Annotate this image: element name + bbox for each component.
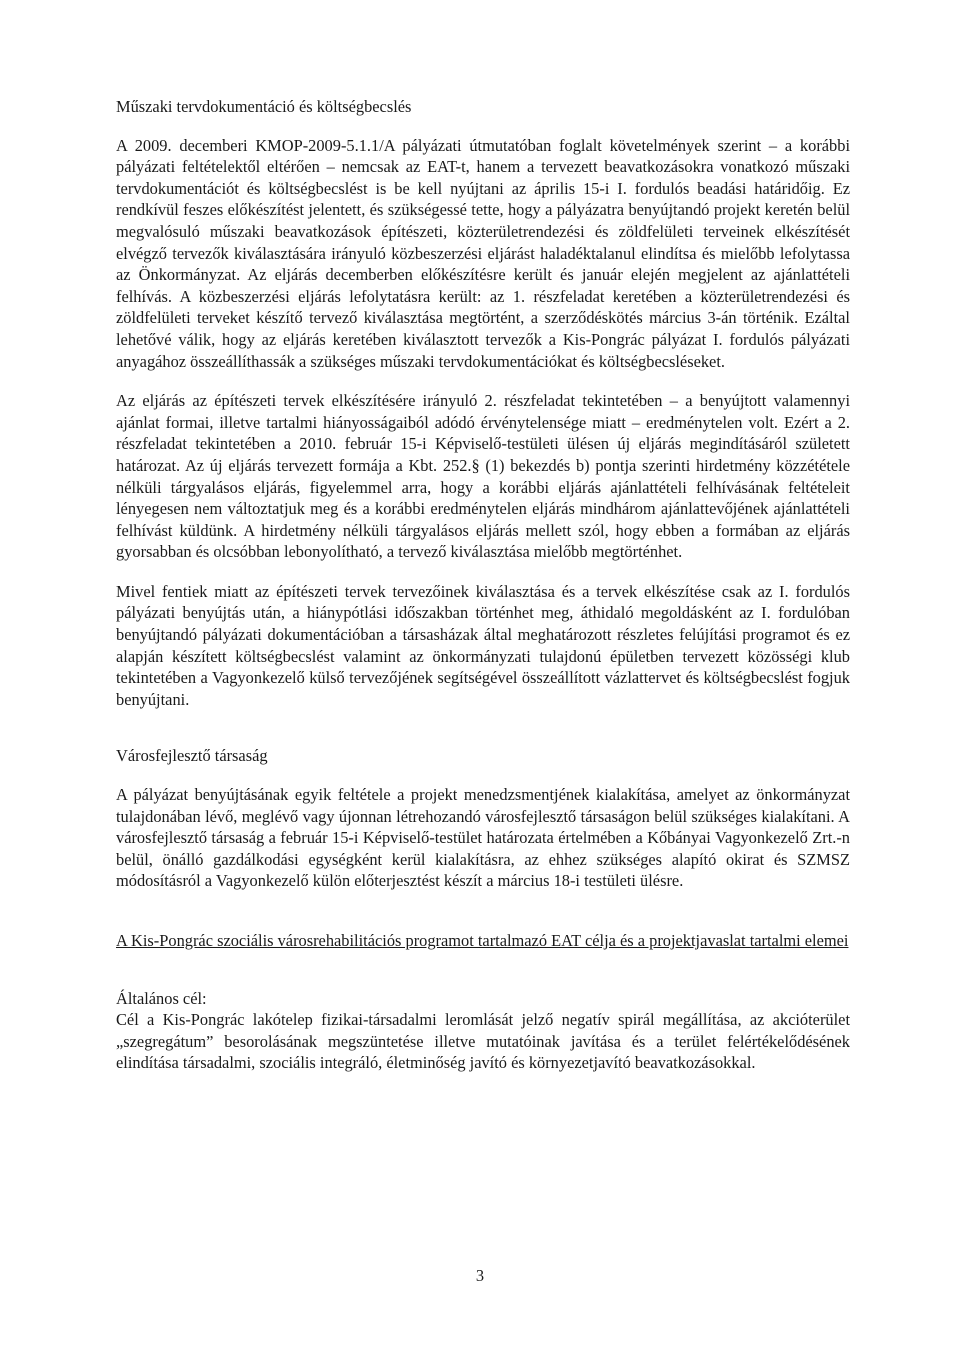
paragraph-project-management: A pályázat benyújtásának egyik feltétele a projekt menedzsmentjének kialakítása, amelyet az önkormányzat tulajdonában lévő, meglévő vagy újonnan létrehozandó városfejlesztő társaságon belül szükséges kialakítani. A városfejlesztő társaság a február 15-i Képviselő-testület határozata értelmében a Kőbányai Vagyonkezelő Zrt.-n belül, önálló gazdálkodási egységként kerül kialakításra, az ehhez szükséges alapító okirat és SZMSZ módosításról a Vagyonkezelő külön előterjesztést készít a március 18-i testületi ülésre. [116,785,850,891]
document-page [116,96,850,1092]
page-number: 3 [475,1266,485,1285]
section-heading-development-company: Városfejlesztő társaság [116,746,268,766]
subheading-general-goal: Általános cél: [116,988,207,1008]
paragraph-general-goal: Cél a Kis-Pongrác lakótelep fizikai-társadalmi leromlását jelző negatív spirál megállítása, az akcióterület „szegregátum” besorolásának megszüntetése illetve mutatóinak javítása és a terület felértékelődésének elindítása társadalmi, szociális integráló, életminőség javító és környezetjavító beavatkozásokkal. [116,1010,850,1073]
paragraph-tender-requirements: A 2009. decemberi KMOP-2009-5.1.1/A pályázati útmutatóban foglalt követelmények szerint – a korábbi pályázati feltételektől eltérően – nemcsak az EAT-t, hanem a tervezett beavatkozásokra vonatkozó műszaki tervdokumentációt és költségbecslést is be kell nyújtani az április 15-i I. fordulós beadási határidőig. Ez rendkívül feszes előkészítést jelentett, és szükségessé tette, hogy a pályázatra benyújtandó projekt keretén belül megvalósuló műszaki beavatkozások építészeti, közterületrendezési és zöldfelületi terveinek elkészítését elvégző tervezők kiválasztására irányuló közbeszerzési eljárást haladéktalanul elindítsa és mielőbb lefolytassa az Önkormányzat. Az eljárás decemberben előkészítésre került és január elején megjelent az ajánlattételi felhívás. A közbeszerzési eljárás lefolytatásra került: az 1. részfeladat keretében a közterületrendezési és zöldfelületi terveket készítő tervező kiválasztása megtörtént, a szerződéskötés március 3-án történik. Ezáltal lehetővé válik, hogy az eljárás keretében kiválasztott tervezők a Kis-Pongrác pályázat I. fordulós pályázati anyagához összeállíthassák a szükséges műszaki tervdokumentációkat és költségbecsléseket. [116,135,850,371]
paragraph-architectural-procedure: Az eljárás az építészeti tervek elkészítésére irányuló 2. részfeladat tekintetében – a benyújtott valamennyi ajánlat formai, illetve tartalmi hiányosságaiból adódó érvénytelensége miatt – eredménytelen volt. Ezért a 2. részfeladat tekintetében a 2010. február 15-i Képviselő-testületi ülésen új eljárás megindításáról született határozat. Az új eljárás tervezett formája a Kbt. 252.§ (1) bekezdés b) pontja szerinti hirdetmény közzététele nélküli tárgyalásos eljárás, figyelemmel arra, hogy a korábbi eljárás ajánlattételi felhívásának feltételeit lényegesen nem változtatjuk meg és a korábbi eredménytelen eljárás mindhárom ajánlattevőjének ajánlattételi felhívást küldünk. A hirdetmény nélküli tárgyalásos eljárás mellett szól, hogy ebben a formában az eljárás gyorsabban és olcsóbban lebonyolítható, a tervező kiválasztása mielőbb megtörténhet. [116,391,850,562]
paragraph-bridging-solution: Mivel fentiek miatt az építészeti tervek tervezőinek kiválasztása és a tervek elkészítése csak az I. fordulós pályázati benyújtás után, a hiánypótlási időszakban történhet meg, áthidaló megoldásként az I. fordulóban benyújtandó pályázati dokumentációban a társasházak által meghatározott részletes felújítási programot és ez alapján készített költségbecslést valamint az önkormányzati tulajdonú épületben tervezett közösségi klub tekintetében a Vagyonkezelő külső tervezőjének segítségével összeállított vázlattervet és költségbecslést fogjuk benyújtani. [116,581,850,709]
section-heading-technical-docs: Műszaki tervdokumentáció és költségbecslés [116,97,412,116]
section-heading-eat-goals: A Kis-Pongrác szociális városrehabilitációs programot tartalmazó EAT célja és a projektjavaslat tartalmi elemei [116,931,849,950]
